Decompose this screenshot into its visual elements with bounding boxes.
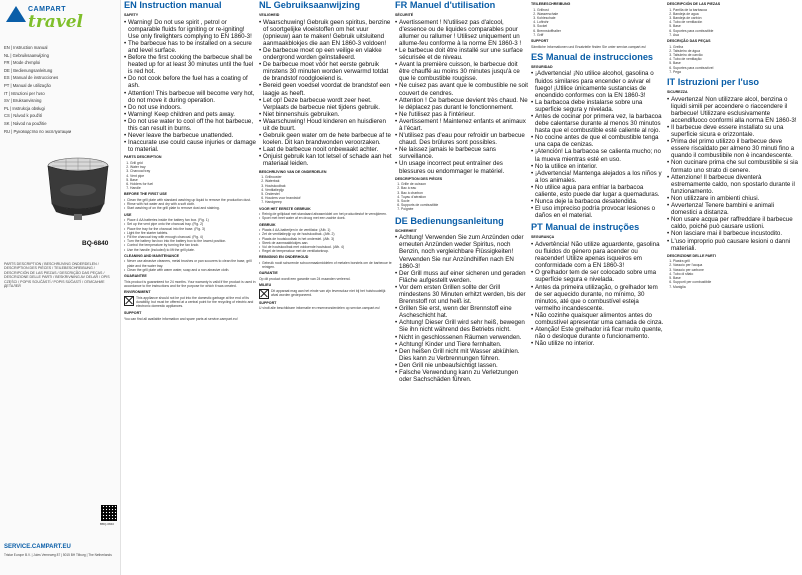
list-item: 1. Grelha [673,45,800,49]
parts-heading: DESCRIPCIÓN DE LAS PIEZAS [667,2,721,6]
list-item: • Light the fire starter tablets. [127,231,257,235]
list-item: 4. Luftrohr [537,20,664,24]
before-use-heading: BEFORE THE FIRST USE [124,192,167,197]
language-item: ES | Manual de instrucciones [4,75,59,81]
parts-list [667,8,800,37]
parts-heading: BESCHRIJVING VAN DE ONDERDELEN [259,169,327,174]
list-item: • N'utilisez pas d'eau pour refroidir un barbecue chaud. Des brûlures sont possibles. [399,132,528,146]
list-item: • Reinig de grillplaat met standaard afwasmiddel om het productiestof te verwijderen. [262,212,392,216]
language-item: PL | Instrukcja obsługi [4,105,45,111]
list-item: • Achtung! Verwenden Sie zum Anzünden oder erneuten Anzünden weder Spiritus, noch Benzin, noch vergleichbare Flüssigkeiten! Verwenden Sie nur Anzündhilfen nach EN 1860-3! [399,234,528,269]
before-use-list [124,198,257,211]
list-item: • Il barbecue deve essere installato su una superficie sicura e orizzontale. [671,124,800,138]
safety-heading: SAFETY [124,13,139,17]
section-english [124,0,257,575]
list-item: • Achtung! Kinder und Tiere fernhalten. [399,341,528,348]
language-item: FR | Mode d'emploi [4,60,41,66]
list-item: • Do not use water to cool off the hot barbecue, this can result in burns. [128,118,257,132]
parts-heading: PARTS DESCRIPTION [124,155,162,160]
list-item: • Avertissement ! N'utilisez pas d'alcool, d'essence ou de liquides comparables pour allumer ou rallumer ! Utilisez uniquement un allume-feu conforme à la norme EN 1860-3 ! [399,19,528,47]
guarantee-text: Op dit product wordt een garantie van 24 maanden verleend. [259,276,351,281]
brand-name: CAMPART [28,6,66,13]
list-item: 3. Kohleschale [537,16,664,20]
list-item: • De barbecue moet op een veilige en vlakke ondergrond worden geïnstalleerd. [263,47,392,61]
safety-heading: SICUREZZA [667,90,688,95]
language-item: NL | Gebruiksaanwijzing [4,52,49,58]
list-item: • Non usare acqua per raffreddare il barbecue caldo, poiché può causare ustioni. [671,216,800,230]
list-item: 5. Base [673,24,800,28]
list-item: • Fill the charcoal tray with enough charcoal. (Fig. 4) [127,235,257,239]
list-item: • Vul de houtskoolbak met voldoende houtskool. (Afb. 4) [262,245,392,249]
list-item: 5. Base [673,276,800,280]
guarantee-heading: GUARANTEE [124,274,147,279]
warning-list [667,96,800,252]
barbecue-icon [38,148,118,268]
list-item: • El uso impreciso podría provocar lesiones o daños en el material. [535,205,664,219]
parts-heading: DESCRIPTION DES PIÈCES [395,176,443,181]
list-item: 6. Brennstoffhalter [537,29,664,33]
list-item: • Nicht in geschlossenen Räumen verwenden. [399,334,528,341]
list-item: • La barbacoa debe instalarse sobre una superficie segura y nivelada. [535,99,664,113]
list-item: 3. Vassoio per carbone [673,268,800,272]
list-item: • Non utilizzare in ambienti chiusi. [671,195,800,202]
list-item: • Place the tray for the charcoal into the base. (Fig. 3) [127,227,257,231]
list-item: • Antes da primeira utilização, o grelhador tem de ser aquecido durante, no mínimo, 30 minutos, até que o combustível esteja vermelho incandescente. [535,284,664,312]
list-item: 6. Houders voor brandstof [265,196,392,200]
list-item: 3. Charcoal tray [130,169,257,173]
list-item: • Ne cuisez pas avant que le combustible ne soit couvert de cendres. [399,82,528,96]
guarantee-heading: GARANTIE [259,271,278,276]
list-item: 5. Base [130,178,257,182]
list-item: 1. Grillrost [537,8,664,12]
list-item: 4. Tubo de ventilación [673,20,800,24]
parts-list [667,45,800,74]
crossed-bin-icon [259,289,269,299]
list-item: 7. Griff [537,33,664,37]
support-heading: SUPPORT [124,311,142,316]
list-item: • Waarschuwing! Houd kinderen en huisdieren uit de buurt. [263,118,392,132]
environment-heading: ENVIRONMENT [124,290,151,295]
qr-label: BBQ-6840 [100,522,115,526]
environment-heading: MILIEU [259,283,272,288]
list-item: • Não utilize no interior. [535,340,664,347]
list-item: • De barbecue moet vóór het eerste gebruik minstens 30 minuten worden verwarmd totdat de brandstof roodgloeiend is. [263,61,392,82]
list-item: • Avvertenza! Tenere bambini e animali domestici a distanza. [671,202,800,216]
warning-list [124,19,257,154]
list-item: 1. Grillrooster [265,175,392,179]
list-item: • Non lasciare mai il barbecue incustodito. [671,230,800,237]
list-item: • Achtung! Dieser Grill wird sehr heiß, bewegen Sie ihn nicht während des Betriebs nicht. [399,319,528,333]
cleaning-heading: CLEANING AND MAINTENANCE [124,253,179,258]
list-item: • Zet de ventilatiepijp op de houtskoolbak. (Afb. 2) [262,232,392,236]
list-item: 6. Suportes para combustível [673,66,800,70]
list-item: • Turn the battery fan box into the battery box to the lowest position. [127,239,257,243]
environment-row [124,296,257,310]
parts-heading: TEILEBESCHREIBUNG [531,2,571,6]
support-text: Sämtliche Informationen und Ersatzteile finden Sie unter service.campart.eu! [531,44,647,49]
support-text: You can find all available information and spare parts at service.campart.eu! [124,316,238,321]
list-item: 5. Base [673,61,800,65]
environment-row [259,289,392,299]
parts-list [531,8,664,37]
list-item: 5. Onderstel [265,192,392,196]
list-item: • Never use abrasive cleaners, metal brushes or pan scourers to clean the base, grill plate and the water tray. [127,259,257,267]
list-item: • Warning! Do not use spirit , petrol or comparable fluids for igniting or re-igniting! Use only firelighters complying to EN 1860-3! [128,19,257,40]
list-item: • Gebruik geen water om de hete barbecue af te koelen. Dit kan brandwonden veroorzaken. [263,132,392,146]
list-item: • Avvertenza! Non utilizzare alcol, benzina o liquidi simili per accendere o riaccendere il barbecue! Utilizzare esclusivamente accendifuoco conformi alla norma EN 1860-3! [671,96,800,124]
list-item: 1. Piastra grill [673,259,800,263]
list-item: 2. Bac à eau [401,186,528,190]
parts-list [667,259,800,288]
list-item: • Den Grill nie unbeaufsichtigt lassen. [399,362,528,369]
list-item: • No cocine antes de que el combustible tenga una capa de cenizas. [535,134,664,148]
list-item: • Grillen Sie erst, wenn der Brennstoff eine Ascheschicht hat. [399,305,528,319]
list-item: • Vor dem ersten Grillen sollte der Grill mindestens 30 Minuten erhitzt werden, bis der Brennstoff rot und heiß ist. [399,284,528,305]
section-title-de: DE Bedienungsanleitung [395,215,504,226]
list-item: • Gebruik nooit schurende schoonmaakmiddelen of metalen borstels om de barbecue te reinigen. [262,261,392,269]
list-item: 2. Tabuleiro de água [673,49,800,53]
safety-heading: SEGURIDAD [531,64,553,69]
list-item: • Do not cook before the fuel has a coating of ash. [128,75,257,89]
list-item: • ¡Advertencia! ¡No utilice alcohol, gasolina o fluidos similares para encender o avivar el fuego! ¡Utilice únicamente sustancias de encendido conformes con la EN 1860-3! [535,70,664,98]
list-item: • Plaats 4 AA-batterijen in de ventilator. (Afb. 1) [262,228,392,232]
list-item: • Inaccurate use could cause injuries or damage to material. [128,139,257,153]
list-item: 2. Waterbak [265,179,392,183]
list-item: • Attenzione! Il barbecue diventerà estremamente caldo, non spostarlo durante il funzionamento. [671,174,800,195]
service-url[interactable]: SERVICE.CAMPART.EU [4,544,71,550]
language-item: DE | Bedienungsanleitung [4,67,53,73]
use-list [124,218,257,252]
list-item: • Waarschuwing! Gebruik geen spiritus, benzine of soortgelijke vloeistoffen om het vuur (opnieuw) aan te maken! Gebruik uitsluitend aanmaakblokjes die aan EN 1860-3 voldoen! [263,19,392,47]
list-item: • Onjuist gebruik kan tot letsel of schade aan het materiaal leiden. [263,153,392,167]
parts-heading: DESCRIZIONE DELLE PARTI [667,253,716,258]
language-item: SK | Návod na použitie [4,120,47,126]
list-item: 3. Tabuleiro de carvão [673,53,800,57]
list-item: • Use the handle (included) to lift the grill plate. [127,248,257,252]
list-item: • Ne laissez jamais le barbecue sans surveillance. [399,146,528,160]
list-item: • L'uso improprio può causare lesioni o danni materiali. [671,238,800,252]
list-item: 5. Sockel [537,24,664,28]
support-text: U vindt alle beschikbare informatie en reserveonderdelen op service.campart.eu! [259,306,380,311]
list-item: • Regel de temperatuur met de ventilatorknop. [262,249,392,253]
logo-mark-icon [6,6,26,22]
list-item: • Den heißen Grill nicht mit Wasser abkühlen. Dies kann zu Verbrennungen führen. [399,348,528,362]
list-item: • Prima del primo utilizzo il barbecue deve essere riscaldato per almeno 30 minuti fino a quando il combustibile non è incandescente. [671,138,800,159]
warning-list [259,19,392,168]
list-item: 4. Vent pipe [130,174,257,178]
list-item: • Un usage incorrect peut entraîner des blessures ou endommager le matériel. [399,160,528,174]
crossed-bin-icon [124,296,134,306]
parts-caption [4,262,116,290]
list-item: 7. Asa [673,33,800,37]
list-item: 1. Grille de cuisson [401,182,528,186]
list-item: • Falsche Verwendung kann zu Verletzungen oder Sachschäden führen. [399,369,528,383]
list-item: 2. Vassoio per l'acqua [673,263,800,267]
warning-list [531,70,664,219]
section-title-en: EN Instruction manual [124,0,222,10]
environment-text: This appliance should not be put into the domestic garbage at the end of its durability, but must be offered at a central point for the recycling of electric and electronic domestic appliances. [136,295,254,309]
use-heading: GEBRUIK [259,222,276,227]
list-item: 6. Holders for fuel [130,182,257,186]
list-item: 4. Tubo de ventilação [673,57,800,61]
list-item: • Clean the grill plate with standard washing up liquid to remove the production dust. [127,198,257,202]
section-spanish-portuguese [531,0,664,575]
list-item: • Avertissement ! Maintenez enfants et animaux à l'écart. [399,118,528,132]
language-list [4,44,116,135]
list-item: • Niet binnenshuis gebruiken. [263,111,392,118]
safety-heading: SICHERHEIT [395,228,417,233]
parts-caption-text: PARTS DESCRIPTION / BESCHRIJVING ONDERDELEN / DESCRIPTION DES PIÈCES / TEILEBESCHREIBUNG / DESCRIPCIÓN DE LAS PIEZAS / DESCRIÇÃO DAS PEÇAS / DESCRIZIONE DELLE PARTI / BESKRIVNING AV DELAR / OPIS CZĘŚCI / POPIS SOUČÁSTÍ / POPIS SÚČASTÍ / ОПИСАНИЕ ДЕТАЛЕЙ [4,262,110,289]
language-item: CS | Návod k použití [4,113,43,119]
list-item: 7. Maniglia [673,285,800,289]
list-item: • Attention! This barbecue will become very hot, do not move it during operation. [128,90,257,104]
list-item: • Spoel met heet water af en droog met een zachte doek. [262,216,392,220]
list-item: • Advertência! Não utilize aguardente, gasolina ou fluidos do género para acender ou reacender! Utilize apenas isqueiros em conformidade com a EN 1860-3! [535,241,664,269]
warning-list [395,234,528,383]
list-item: • No utilice agua para enfriar la barbacoa caliente, esto puede dar lugar a quemaduras. [535,184,664,198]
list-item: • Before the first cooking the barbecue shall be heated up for at least 30 minutes until the fuel is red hot. [128,54,257,75]
list-item: 7. Handle [130,186,257,190]
guarantee-text: This product is guaranteed for 24 months. Your warranty is valid if the product is used in accordance to the instructions and for the purpose for which it was created. [124,279,256,288]
list-item: • Avant la première cuisson, le barbecue doit être chauffé au moins 30 minutes jusqu'à ce que le combustible rougisse. [399,61,528,82]
list-item: 6. Supporti per combustibile [673,280,800,284]
list-item: 1. Grill grid [130,161,257,165]
section-title-fr: FR Manuel d'utilisation [395,0,496,10]
list-item: 3. Houtskoolbak [265,184,392,188]
section-french [395,0,528,575]
support-heading: SUPPORT [259,300,277,305]
cleaning-list [124,259,257,272]
list-item: • Nunca deje la barbacoa desatendida. [535,198,664,205]
environment-text: Dit apparaat mag aan het einde van zijn levensduur niet bij het huishoudelijk afval worden gedeponeerd. [271,288,386,297]
safety-heading: SÉCURITÉ [395,13,414,17]
language-item: SV | Bruksanvisning [4,98,42,104]
list-item: • Antes de cocinar por primera vez, la barbacoa debe calentarse durante al menos 30 minutos hasta que el combustible esté caliente al rojo. [535,113,664,134]
list-item: 7. Pega [673,70,800,74]
list-item: • Le barbecue doit être installé sur une surface sécurisée et de niveau. [399,47,528,61]
list-item: • Do not use indoors. [128,104,257,111]
list-item: • Laat de barbecue nooit onbewaakt achter. [263,146,392,153]
use-list [259,228,392,253]
list-item: • Der Grill muss auf einer sicheren und geraden Fläche aufgestellt werden. [399,270,528,284]
list-item: • Place 4 AA batteries inside the battery fan box. (Fig. 1) [127,218,257,222]
language-item: RU | Руководство по эксплуатации [4,128,72,134]
section-title-it: IT Istruzioni per l'uso [667,77,760,88]
list-item: • Non cucinare prima che sul combustibile si sia formato uno strato di cenere. [671,159,800,173]
list-item: • Rinse with hot water and dry with a soft cloth. [127,202,257,206]
warning-list [395,19,528,175]
cover-column [0,0,121,575]
language-item: EN | Instruction manual [4,45,48,50]
parts-list [259,175,392,204]
list-item: • Control the temperature by turning the fan knob. [127,243,257,247]
list-item: 4. Tuyau d'aération [401,195,528,199]
list-item: 2. Bandeja de agua [673,12,800,16]
list-item: 2. Wasserschale [537,12,664,16]
qr-code-icon [101,505,117,521]
parts-list [124,161,257,190]
section-title-nl: NL Gebruiksaanwijzing [259,0,360,10]
list-item: • Plaats de houtskoolbak in het onderstel. (Afb. 3) [262,237,392,241]
safety-heading: VEILIGHEID [259,13,280,17]
list-item: • Warning! Keep children and pets away. [128,111,257,118]
list-item: 7. Handgreep [265,200,392,204]
parts-heading: DESCRIÇÃO DAS PEÇAS [667,39,711,44]
support-heading: SUPPORT [531,39,549,44]
list-item: 4. Tubo di sfiato [673,272,800,276]
list-item: • Set up the vent pipe onto the charcoal tray. (Fig. 2) [127,222,257,226]
list-item: • O grelhador tem de ser colocado sobre uma superfície segura e nivelada. [535,269,664,283]
list-item: • No la utilice en interior. [535,163,664,170]
list-item: • Start washing of on the grill plate to remove dust and staining. [127,206,257,210]
list-item: • ¡Atención! La barbacoa se calienta mucho; no la mueva mientras esté en uso. [535,148,664,162]
list-item: 7. Poignée [401,207,528,211]
model-number: BQ-6840 [82,240,109,247]
list-item: • Attention ! Ce barbecue devient très chaud. Ne le déplacez pas durant le fonctionnement. [399,97,528,111]
list-item: 6. Soportes para combustible [673,29,800,33]
list-item: 3. Bandeja de carbón [673,16,800,20]
list-item: • Clean the grill plate with warm water, soap and a non abrasive cloth. [127,268,257,272]
language-item: PT | Manual de utilização [4,82,51,88]
list-item: 5. Socle [401,199,528,203]
list-item: 6. Supports de combustible [401,203,528,207]
list-item: 2. Water tray [130,165,257,169]
use-heading: USE [124,212,132,217]
before-use-heading: VOOR HET EERSTE GEBRUIK [259,206,311,211]
list-item: 1. Parrilla de la barbacoa [673,8,800,12]
list-item: • The barbecue has to be installed on a secure and level surface. [128,40,257,54]
list-item: 4. Ventilatiepijp [265,188,392,192]
section-title-pt: PT Manual de instruções [531,222,640,233]
brand-logo [6,6,98,32]
list-item: • Let op! Deze barbecue wordt zeer heet. Verplaats de barbecue niet tijdens gebruik. [263,97,392,111]
barbecue-illustration [38,148,118,268]
section-title-es: ES Manual de instrucciones [531,51,654,62]
cleaning-heading: REINIGING EN ONDERHOUD [259,255,309,260]
cleaning-list [259,261,392,269]
list-item: • Never leave the barbecue unattended. [128,132,257,139]
parts-list [395,182,528,211]
before-use-list [259,212,392,220]
brand-script: travel [28,12,83,32]
list-item: • ¡Advertencia! Mantenga alejados a los niños y a los animales. [535,170,664,184]
list-item: • Atenção! Este grelhador irá ficar muito quente, não o desloque durante o funcionamento. [535,326,664,340]
list-item: • Ne l'utilisez pas à l'intérieur. [399,111,528,118]
warning-list [531,241,664,347]
list-item: • Bereid geen voedsel voordat de brandstof een laagje as heeft. [263,82,392,96]
section-dutch [259,0,392,575]
section-italian [667,0,800,575]
safety-heading: SEGURANÇA [531,235,555,240]
language-item: IT | Istruzioni per l'uso [4,90,45,96]
list-item: 3. Bac à charbon [401,191,528,195]
list-item: • Não cozinhe quaisquer alimentos antes do combustível apresentar uma camada de cinza. [535,312,664,326]
company-address: Tristar Europe B.V. | Jules Verneweg 87 | 5015 BH Tilburg | The Netherlands [4,553,112,557]
list-item: • Steek de aanmaakblokjes aan. [262,241,392,245]
